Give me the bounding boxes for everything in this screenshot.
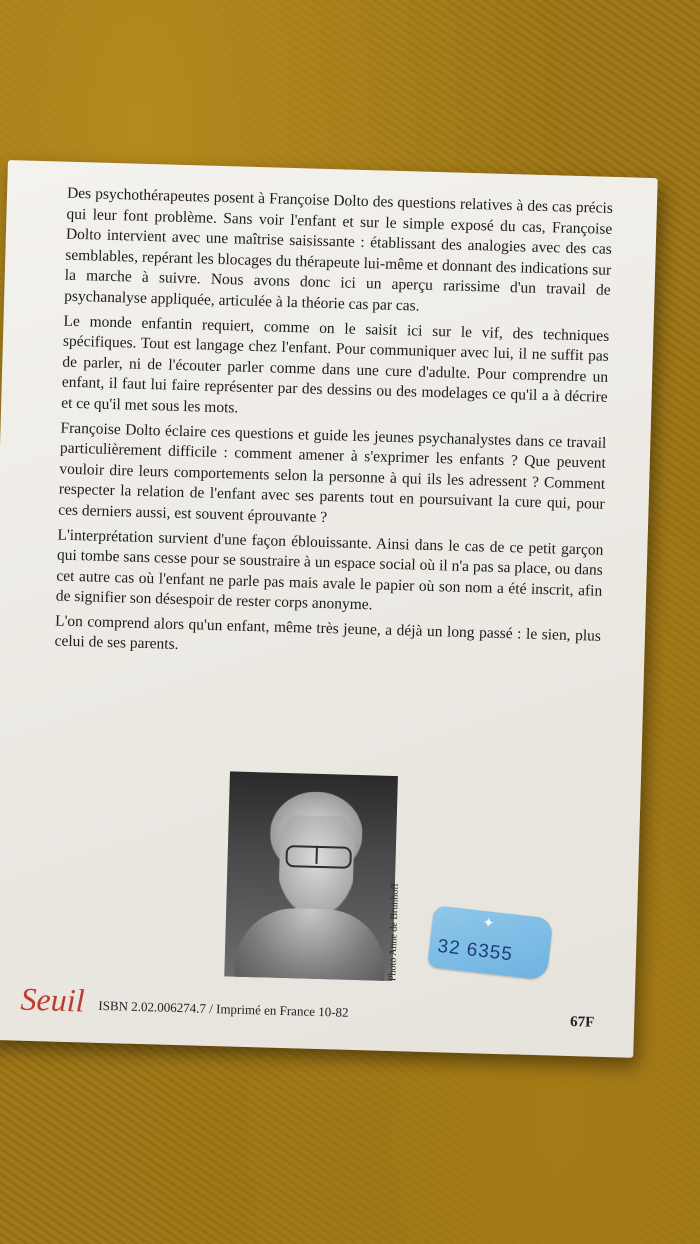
publisher-logo: Seuil [20,980,86,1019]
price-sticker [427,905,553,980]
carrefour-logo-icon: ✦ [481,915,496,933]
sticker-price-text: 32 6355 [436,935,514,966]
photo-body [234,907,386,981]
blurb-paragraph-1: Des psychothérapeutes posent à Françoise Dolto des questions relatives à des cas précis qui leur font problème. Sans voir l'enfant et sur le simple exposé du cas, Françoise Dolto intervient avec une maîtrise saisissante : établissant des analogies avec des cas semblables, repérant les blocages du thérapeute lui-même et donnant des indications sur la marche à suivre. Nous avons donc ici un aperçu rarissime d'un travail de psychanalyse appliquée, articulée à la théorie cas par cas. [63,184,614,315]
isbn-line: ISBN 2.02.006274.7 / Imprimé en France 10-82 [98,997,349,1020]
blurb-paragraph-3: Françoise Dolto éclaire ces questions et guide les jeunes psychanalystes dans ce travail particulièrement difficile : comment amener à s'exprimer les enfants ? Que peuvent vouloir dire leurs comportements selon la personne à qui ils les adressent ? Comment respecter la relation de l'enfant avec ses parents tout en poursuivant la cure qui, pour ces derniers aussi, est souvent éprouvante ? [58,419,607,526]
photo-glasses [285,845,352,869]
book-back-cover [0,160,658,1058]
blurb-paragraph-2: Le monde enfantin requiert, comme on le saisit ici sur le vif, des techniques spécifiques. Tout est langage chez l'enfant. Pour communiquer avec lui, il ne suffit pas de parler, ni de l'écouter parler comme dans une cure d'adulte. Pour comprendre un enfant, il faut lui faire représenter par des dessins ou des modelages ce qu'il a à décrire et ce qu'il met sous les mots. [60,312,610,417]
blurb-paragraph-5: L'on comprend alors qu'un enfant, même très jeune, a déjà un long passé : le sien, plus celui de ses parents. [54,612,602,654]
photo-credit: Photo Anne de Brunhoff [387,883,401,982]
blurb-paragraph-4: L'interprétation survient d'une façon éblouissante. Ainsi dans le cas de ce petit garçon qui tombe sans cesse pour se soustraire à un espace social où il n'a pas sa place, ou dans cet autre cas où l'enfant ne parle pas mais avale le papier où son nom a été inscrit, afin de signifier son désespoir de rester corps anonyme. [55,526,604,614]
author-photo [224,771,398,981]
blurb-text [54,184,613,672]
cover-price: 67F [569,1014,595,1031]
